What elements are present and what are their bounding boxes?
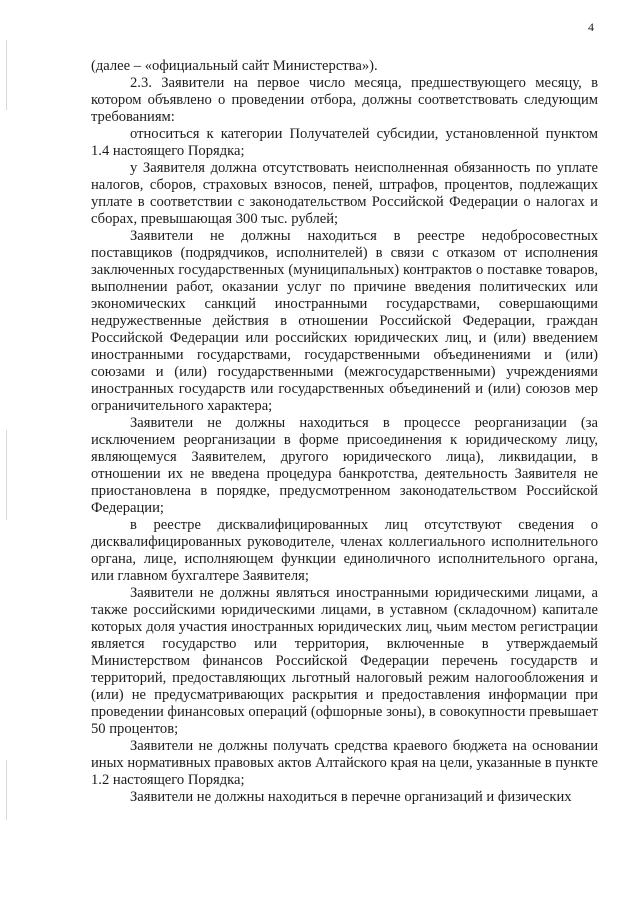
scan-edge-mark [6,430,7,520]
paragraph-requirement-list: Заявители не должны находиться в перечне организаций и физических [130,789,572,805]
paragraph-requirement-regional-budget: Заявители не должны получать средства краевого бюджета на основании иных нормативных правовых актов Алтайского края на цели, указанные в пункте 1.2 настоящего Порядка; [91,738,598,788]
page-number: 4 [588,20,594,34]
scan-edge-mark [6,760,7,820]
paragraph-section-2-3: 2.3. Заявители на первое число месяца, предшествующего месяцу, в котором объявлено о проведении отбора, должны соответствовать следующим требованиям: [91,75,598,125]
paragraph-requirement-tax-debt: у Заявителя должна отсутствовать неисполненная обязанность по уплате налогов, сборов, страховых взносов, пеней, штрафов, процентов, подлежащих уплате в соответствии с законодательством Российской Федерации о налогах и сборах, превышающая 300 тыс. рублей; [91,160,598,227]
paragraph-requirement-reorganization: Заявители не должны находиться в процессе реорганизации (за исключением реорганизации в форме присоединения к юридическому лицу, являющемуся Заявителем, другого юридического лица), ликвидации, в отношении их не введена процедура банкротства, деятельность Заявителя не приостановлена в порядке, предусмотренном законодательством Российской Федерации; [91,415,598,516]
paragraph-requirement-unfair-suppliers: Заявители не должны находиться в реестре недобросовестных поставщиков (подрядчиков, исполнителей) в связи с отказом от исполнения заключенных государственных (муниципальных) контрактов о поставке товаров, выполнении работ, оказании услуг по причине введения политических или экономических санкций иностранными государствами, совершающими недружественные действия в отношении Российской Федерации, граждан Российской Федерации или российских юридических лиц, и (или) введением иностранными государствами, государственными объединениями и (или) союзами и (или) государственными (межгосударственными) учреждениями иностранных государств или государственных объединений и (или) союзов мер ограничительного характера; [91,228,598,414]
scan-edge-mark [6,40,7,110]
paragraph-requirement-foreign-entities: Заявители не должны являться иностранными юридическими лицами, а также российскими юридическими лицами, в уставном (складочном) капитале которых доля участия иностранных юридических лиц, чьим местом регистрации является государство или территория, включенные в утверждаемый Министерством финансов Российской Федерации перечень государств и территорий, предоставляющих льготный налоговый режим налогообложения и (или) не предусматривающих раскрытия и предоставления информации при проведении финансовых операций (офшорные зоны), в совокупности превышает 50 процентов; [91,585,598,737]
paragraph-continuation: (далее – «официальный сайт Министерства»). [91,58,378,74]
paragraph-requirement-disqualified: в реестре дисквалифицированных лиц отсутствуют сведения о дисквалифицированных руководителе, членах коллегиального исполнительного органа, лице, исполняющем функции единоличного исполнительного органа, или главном бухгалтере Заявителя; [91,517,598,584]
paragraph-requirement-category: относиться к категории Получателей субсидии, установленной пунктом 1.4 настоящего Порядка; [91,126,598,159]
document-body [91,58,598,806]
